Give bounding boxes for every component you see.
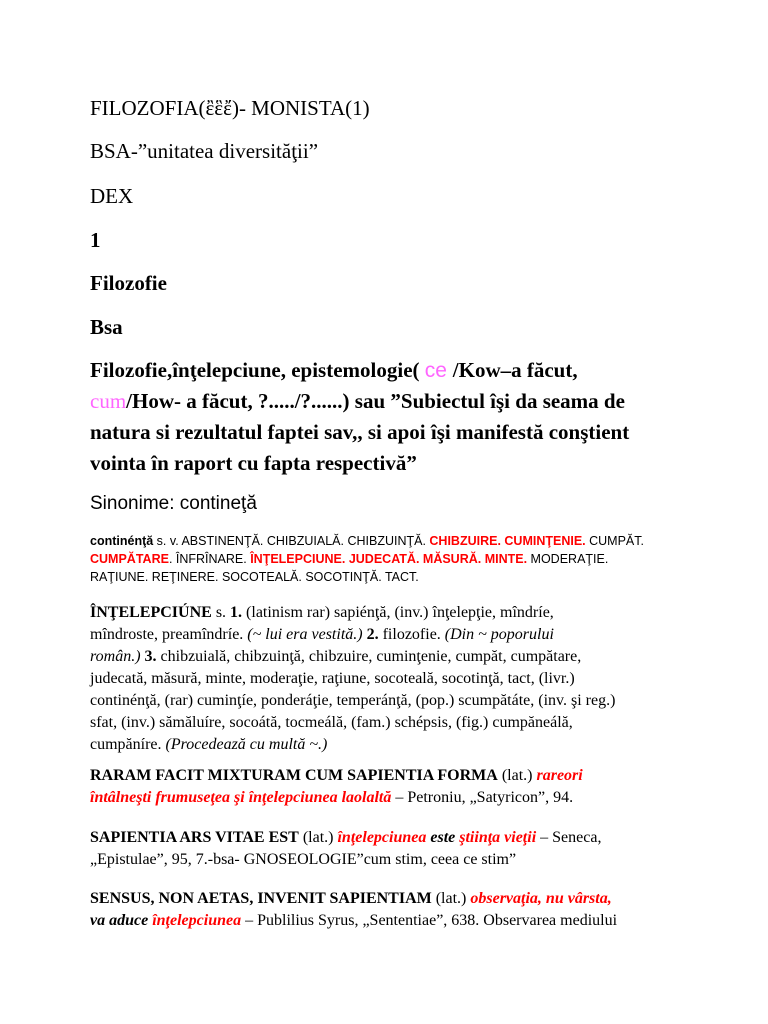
- definition-text: /Kow–a făcut,: [452, 358, 578, 382]
- quote-raram-line-1: [90, 765, 583, 787]
- bsa-heading: Bsa: [90, 315, 123, 339]
- sinonime-line: Sinonime: contineţă: [90, 493, 257, 514]
- entry-example: (Procedează cu multă ~.): [165, 736, 328, 753]
- quote-translation: ştiinţa vieţii: [459, 829, 537, 846]
- definition-paragraph: [90, 355, 629, 479]
- intelepciune-line-5: continénţă, (rar) cuminţíe, ponderáţie, temperánţă, (pop.) scumpătáte, (inv. şi reg.): [90, 692, 616, 709]
- quote-source: – Petroniu, „Satyricon”, 94.: [391, 789, 574, 806]
- continenta-highlight: CUMPĂTARE: [90, 552, 169, 566]
- definition-text: Filozofie,înţelepciune, epistemologie(: [90, 358, 425, 382]
- latin-phrase: SAPIENTIA ARS VITAE EST: [90, 829, 299, 846]
- intelepciune-headword: ÎNŢELEPCIÚNE: [90, 604, 212, 621]
- continenta-line-2: [90, 550, 644, 568]
- definition-ce-word: ce: [424, 359, 453, 382]
- sense-number: 3.: [140, 648, 157, 665]
- definition-line-2: [90, 386, 629, 417]
- continenta-highlight: ÎNŢELEPCIUNE. JUDECATĂ. MĂSURĂ. MINTE.: [250, 552, 528, 566]
- quote-sensus: [90, 888, 617, 932]
- latin-phrase: SENSUS, NON AETAS, INVENIT SAPIENTIAM: [90, 890, 432, 907]
- entry-example: român.): [90, 648, 141, 665]
- quote-text: (lat.): [497, 767, 537, 784]
- number-one-line: 1: [90, 228, 101, 252]
- quote-raram-line-2: [90, 787, 583, 809]
- quote-sensus-line-2: [90, 910, 617, 932]
- continenta-line-3: RAŢIUNE. REŢINERE. SOCOTEALĂ. SOCOTINŢĂ. TACT.: [90, 570, 419, 584]
- definition-line-1: [90, 355, 629, 386]
- continenta-text: MODERAŢIE.: [527, 552, 609, 566]
- quote-source: – Seneca,: [536, 829, 602, 846]
- sense-number: 2.: [362, 626, 379, 643]
- sense-number: 1.: [230, 604, 243, 621]
- quote-sensus-line-1: [90, 888, 617, 910]
- continenta-line-1: [90, 532, 644, 550]
- definition-line-4: vointa în raport cu fapta respectivă”: [90, 451, 417, 475]
- dex-line: DEX: [90, 184, 134, 208]
- entry-example: (~ lui era vestită.): [247, 626, 363, 643]
- document-title: FILOZOFIA(ἒἓἔ)- MONISTA(1): [90, 96, 370, 120]
- quote-translation: observaţia, nu vârsta,: [470, 890, 612, 907]
- intelepciune-line-4: judecată, măsură, minte, moderaţie, raţiune, socoteală, socotinţă, tact, (livr.): [90, 670, 575, 687]
- continenta-highlight: CHIBZUIRE. CUMINŢENIE.: [429, 534, 586, 548]
- quote-sapientia-line-1: [90, 827, 601, 849]
- entry-text: filozofie.: [378, 626, 445, 643]
- entry-example: (Din ~ poporului: [444, 626, 554, 643]
- quote-translation: rareori: [536, 767, 583, 784]
- quote-translation: va aduce: [90, 912, 153, 929]
- quote-text: (lat.): [431, 890, 471, 907]
- entry-text: chibzuială, chibzuinţă, chibzuire, cuminţenie, cumpăt, cumpătare,: [156, 648, 582, 665]
- entry-text: mîndroste, preamîndríe.: [90, 626, 248, 643]
- continenta-text: s. v. ABSTINENŢĂ. CHIBZUIALĂ. CHIBZUINŢĂ.: [153, 534, 430, 548]
- entry-text: (latinism rar) sapiénţă, (inv.) înţelepţie, mîndríe,: [242, 604, 554, 621]
- intelepciune-line-2: [90, 624, 615, 646]
- entry-text: s.: [211, 604, 231, 621]
- definition-text: /How- a făcut, ?...../?......) sau ”Subiectul îşi da seama de: [126, 389, 625, 413]
- bsa-unitatea-line: BSA-”unitatea diversităţii”: [90, 139, 319, 163]
- definition-line-3: natura si rezultatul faptei sav,, si apoi îşi manifestă conştient: [90, 420, 630, 444]
- intelepciune-line-7: [90, 734, 615, 756]
- entry-text: cumpăníre.: [90, 736, 166, 753]
- quote-sapientia: [90, 827, 601, 871]
- continenta-text: CUMPĂT.: [585, 534, 644, 548]
- quote-translation: înţelepciunea: [337, 829, 427, 846]
- quote-translation: înţelepciunea: [152, 912, 242, 929]
- continenta-entry: [90, 532, 644, 586]
- continenta-headword: continénţă: [90, 534, 154, 548]
- intelepciune-entry: [90, 602, 615, 756]
- quote-source: – Publilius Syrus, „Sententiae”, 638. Observarea mediului: [241, 912, 618, 929]
- quote-sapientia-line-2: „Epistulae”, 95, 7.-bsa- GNOSEOLOGIE”cum stim, ceea ce stim”: [90, 851, 517, 868]
- definition-cum-word: cum: [90, 389, 127, 413]
- quote-text: (lat.): [298, 829, 338, 846]
- continenta-text: . ÎNFRÎNARE.: [168, 552, 251, 566]
- quote-raram: [90, 765, 583, 809]
- intelepciune-line-3: [90, 646, 615, 668]
- quote-translation: întâlneşti frumuseţea şi înţelepciunea laolaltă: [90, 789, 392, 806]
- latin-phrase: RARAM FACIT MIXTURAM CUM SAPIENTIA FORMA: [90, 767, 498, 784]
- quote-translation: este: [426, 829, 460, 846]
- intelepciune-line-6: sfat, (inv.) sămăluíre, socoátă, tocmeálă, (fam.) schépsis, (fig.) cumpăneálă,: [90, 714, 573, 731]
- filozofie-heading: Filozofie: [90, 271, 167, 295]
- intelepciune-line-1: [90, 602, 615, 624]
